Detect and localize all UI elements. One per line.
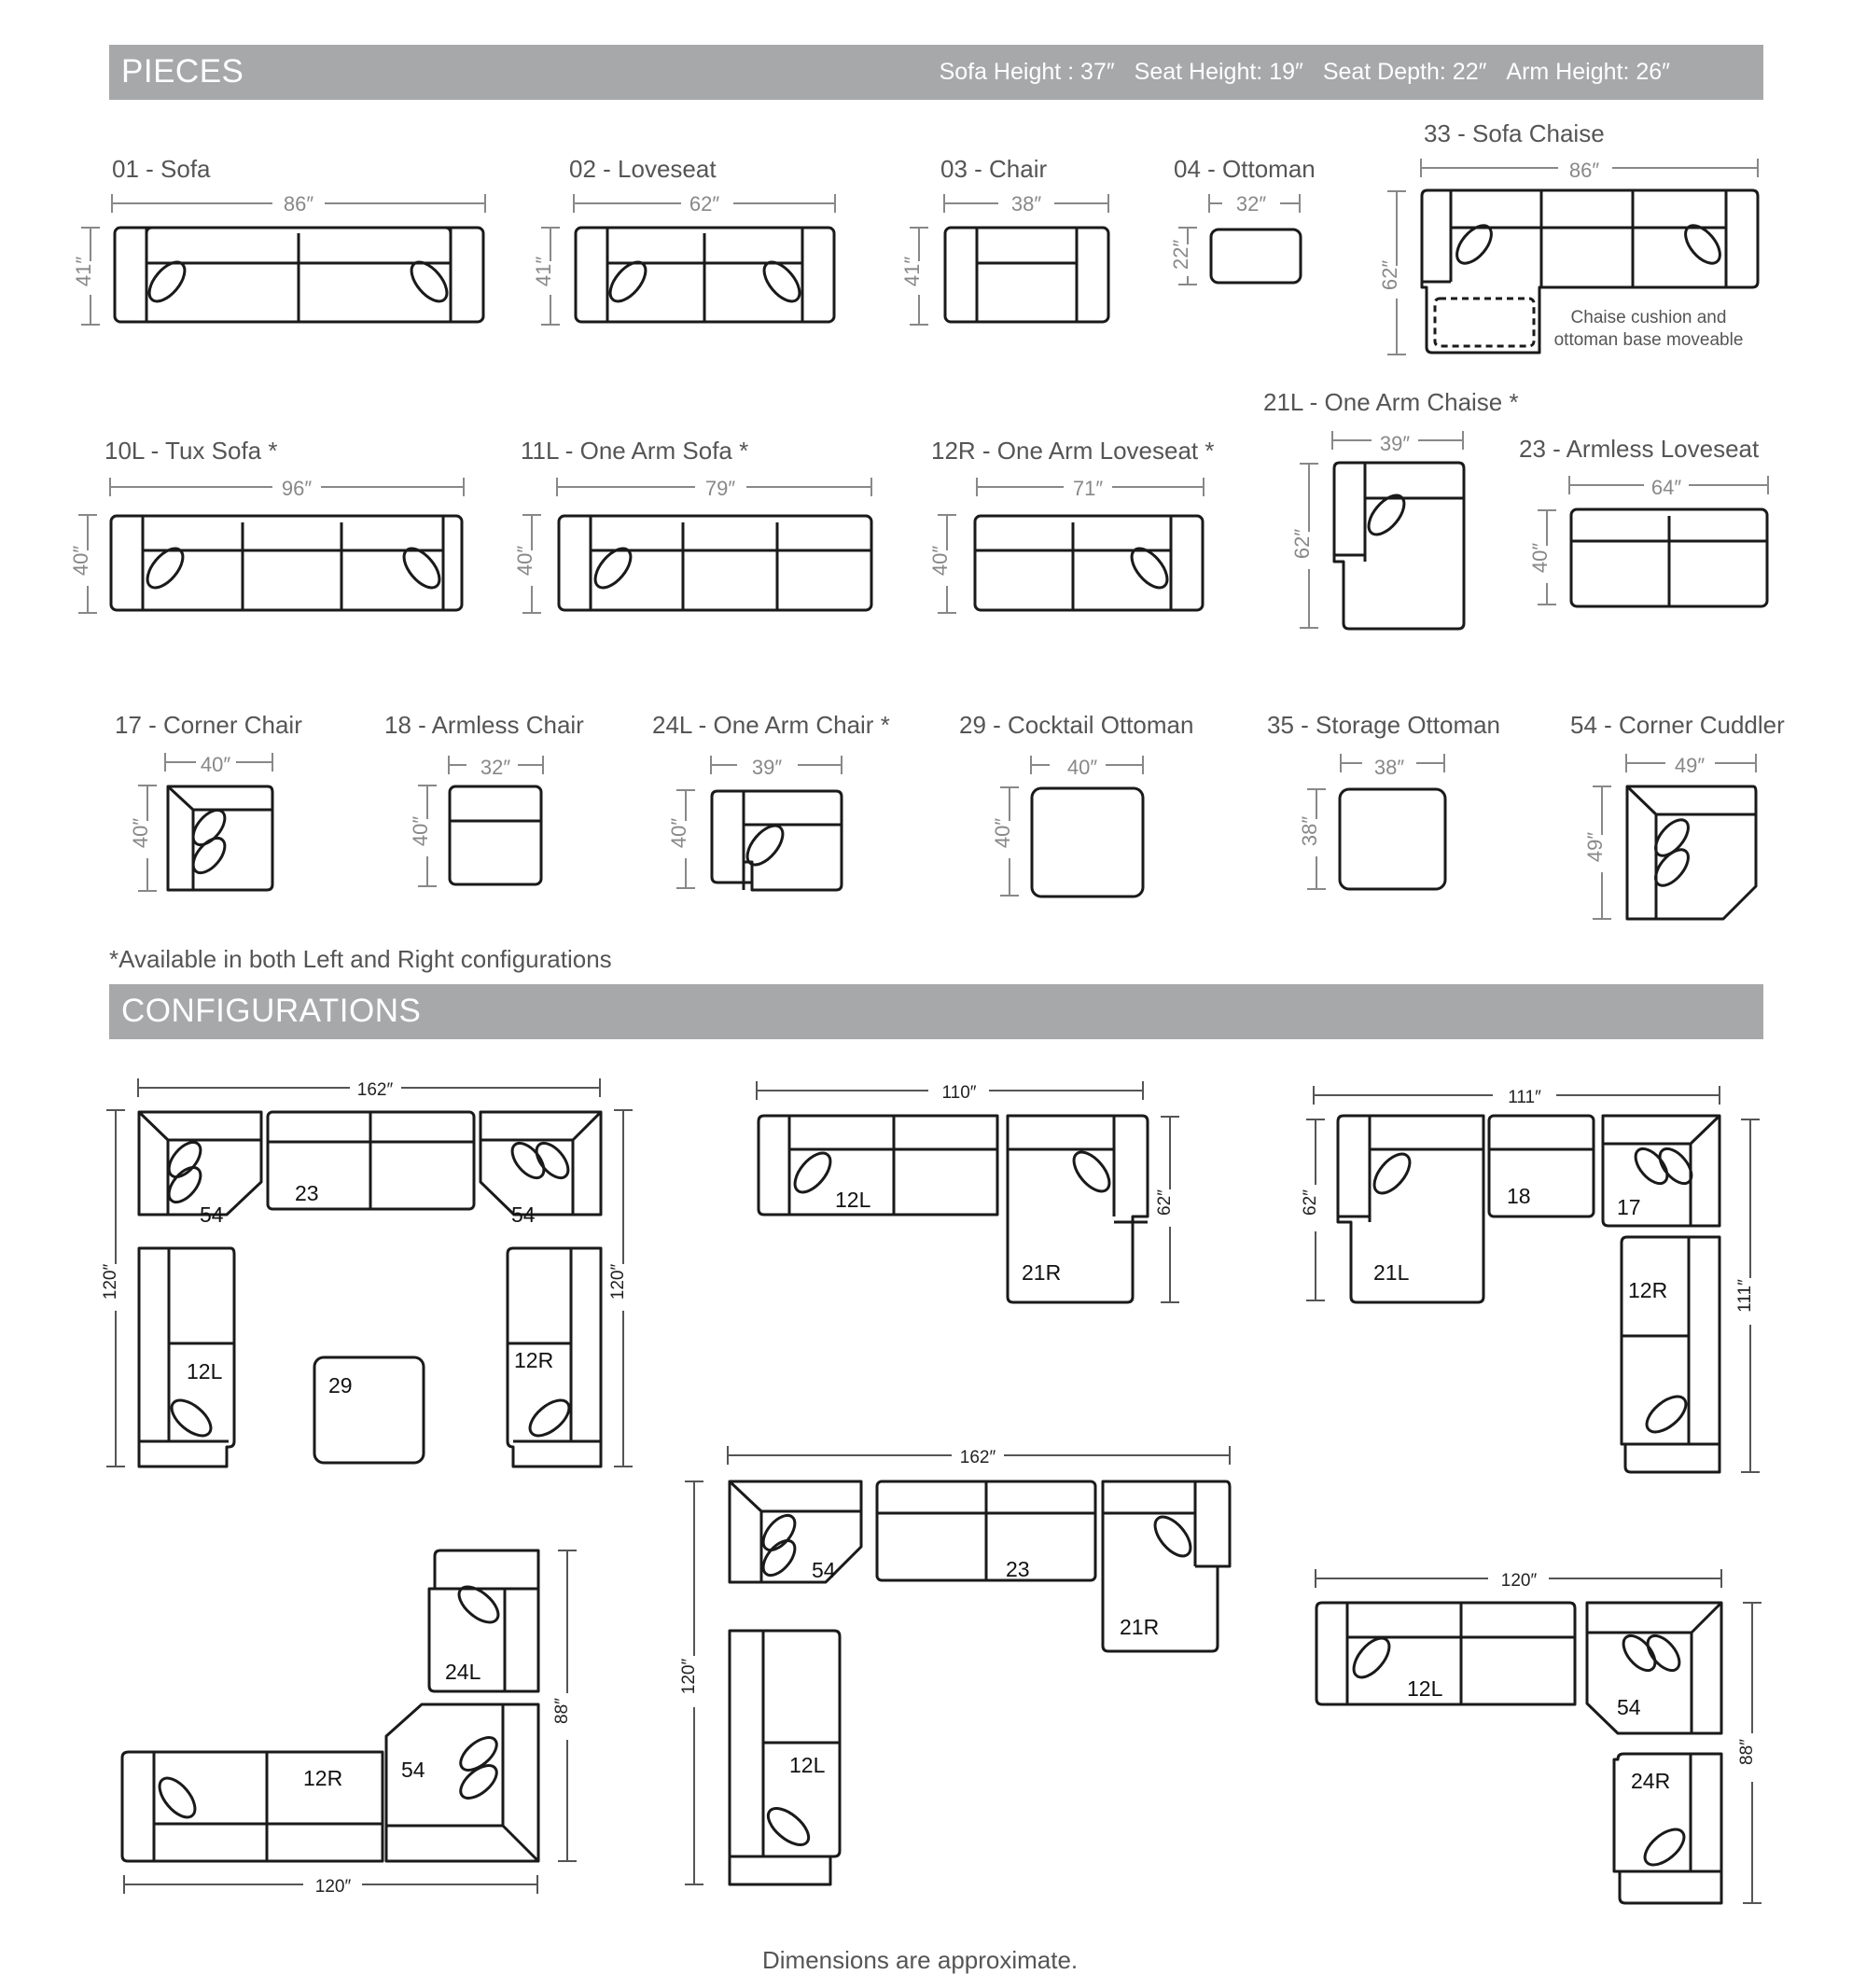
config-e-code-54: 54	[812, 1558, 836, 1582]
piece-armless-chair	[384, 711, 584, 886]
piece-corner-cuddler-label: 54 - Corner Cuddler	[1570, 711, 1785, 739]
piece-one-arm-chaise-label: 21L - One Arm Chaise *	[1263, 388, 1519, 416]
piece-tux-sofa-width: 96″	[281, 477, 313, 500]
config-u-code-29: 29	[328, 1373, 353, 1397]
config-big-l-chaise	[679, 1446, 1230, 1884]
config-b-code-21R: 21R	[1022, 1260, 1062, 1285]
config-u-shape	[101, 1078, 633, 1467]
config-small-l	[1316, 1569, 1762, 1903]
config-e-height: 120″	[679, 1658, 699, 1695]
piece-chair	[900, 155, 1108, 325]
config-u-code-12R: 12R	[514, 1348, 554, 1372]
piece-chair-width: 38″	[1010, 192, 1042, 215]
piece-sofa-chaise-depth: 62″	[1378, 259, 1401, 291]
piece-chair-depth: 41″	[900, 256, 924, 287]
config-u-code-12L: 12L	[187, 1359, 223, 1383]
piece-loveseat-depth: 41″	[532, 256, 555, 287]
piece-ottoman-label: 04 - Ottoman	[1174, 155, 1316, 183]
piece-armless-chair-width: 32″	[480, 756, 511, 779]
piece-one-arm-sofa-width: 79″	[704, 477, 736, 500]
config-u-code-54-left: 54	[200, 1203, 224, 1227]
piece-one-arm-loveseat-width: 71″	[1072, 477, 1104, 500]
spec-seat-height: Seat Height: 19″	[1134, 59, 1303, 85]
piece-one-arm-chair-width: 39″	[751, 756, 783, 779]
piece-one-arm-loveseat	[928, 437, 1214, 613]
piece-cocktail-ottoman-label: 29 - Cocktail Ottoman	[959, 711, 1194, 739]
config-c-code-18: 18	[1507, 1184, 1531, 1208]
config-f-code-54: 54	[1617, 1695, 1641, 1719]
piece-one-arm-chair	[652, 711, 890, 890]
config-c-height-right: 111″	[1735, 1279, 1755, 1313]
piece-storage-ottoman	[1267, 711, 1500, 889]
piece-ottoman	[1169, 155, 1316, 285]
config-u-height-left: 120″	[101, 1263, 120, 1300]
piece-sofa-label: 01 - Sofa	[112, 155, 211, 183]
config-chaise-sectional	[757, 1081, 1179, 1302]
config-c-width: 111″	[1508, 1088, 1541, 1107]
config-u-code-54-right: 54	[511, 1203, 536, 1227]
piece-cocktail-ottoman	[959, 711, 1193, 897]
config-c-height: 62″	[1301, 1189, 1320, 1216]
config-e-width: 162″	[959, 1448, 996, 1467]
piece-corner-cuddler-width: 49″	[1674, 754, 1706, 777]
piece-armless-chair-label: 18 - Armless Chair	[384, 711, 584, 739]
piece-armless-chair-depth: 40″	[409, 815, 432, 847]
piece-corner-chair	[115, 711, 302, 891]
piece-one-arm-chaise-width: 39″	[1379, 432, 1411, 455]
piece-sofa-chaise-label: 33 - Sofa Chaise	[1424, 119, 1605, 147]
piece-one-arm-chaise-depth: 62″	[1290, 528, 1314, 560]
config-f-width: 120″	[1500, 1571, 1538, 1591]
piece-loveseat	[532, 155, 835, 325]
config-d-width: 120″	[314, 1877, 352, 1897]
config-e-code-23: 23	[1006, 1557, 1030, 1581]
piece-one-arm-loveseat-depth: 40″	[928, 545, 952, 577]
spec-arm-height: Arm Height: 26″	[1506, 59, 1670, 85]
piece-one-arm-sofa	[513, 437, 871, 613]
config-e-code-12L: 12L	[789, 1753, 826, 1777]
config-c-code-21L: 21L	[1373, 1260, 1410, 1285]
config-e-code-21R: 21R	[1120, 1615, 1160, 1639]
piece-corner-chair-width: 40″	[200, 753, 231, 776]
config-d-code-12R: 12R	[303, 1766, 343, 1790]
piece-chair-label: 03 - Chair	[940, 155, 1048, 183]
piece-one-arm-sofa-label: 11L - One Arm Sofa *	[521, 437, 749, 465]
spec-seat-depth: Seat Depth: 22″	[1322, 59, 1487, 85]
piece-loveseat-label: 02 - Loveseat	[569, 155, 717, 183]
spec-sofa-height: Sofa Height : 37″	[939, 59, 1115, 85]
piece-one-arm-chaise	[1263, 388, 1519, 629]
piece-sofa-chaise	[1378, 119, 1758, 355]
piece-storage-ottoman-width: 38″	[1373, 756, 1405, 779]
piece-armless-loveseat-depth: 40″	[1528, 542, 1552, 574]
configurations-title: CONFIGURATIONS	[121, 993, 422, 1029]
piece-corner-chair-depth: 40″	[129, 817, 152, 849]
footer-note: Dimensions are approximate.	[762, 1946, 1079, 1974]
config-b-code-12L: 12L	[835, 1188, 871, 1212]
piece-armless-loveseat	[1519, 435, 1768, 606]
sofa-chaise-note-line2: ottoman base moveable	[1553, 330, 1744, 350]
config-u-height-right: 120″	[608, 1263, 628, 1300]
piece-tux-sofa	[69, 437, 464, 613]
piece-cocktail-ottoman-width: 40″	[1066, 756, 1098, 779]
piece-one-arm-chair-depth: 40″	[667, 817, 690, 849]
piece-storage-ottoman-label: 35 - Storage Ottoman	[1267, 711, 1501, 739]
piece-one-arm-loveseat-label: 12R - One Arm Loveseat *	[931, 437, 1215, 465]
config-b-width: 110″	[941, 1083, 977, 1103]
config-l-cuddler	[122, 1550, 577, 1897]
config-f-height: 88″	[1737, 1739, 1757, 1765]
piece-cocktail-ottoman-depth: 40″	[991, 817, 1014, 849]
piece-corner-chair-label: 17 - Corner Chair	[115, 711, 302, 739]
piece-tux-sofa-depth: 40″	[69, 545, 92, 577]
config-f-code-24R: 24R	[1631, 1769, 1671, 1793]
availability-note: *Available in both Left and Right configurations	[109, 945, 612, 973]
piece-ottoman-depth: 22″	[1169, 239, 1192, 271]
config-u-code-23: 23	[295, 1181, 319, 1205]
piece-corner-cuddler	[1570, 711, 1785, 919]
config-f-code-12L: 12L	[1407, 1676, 1443, 1701]
piece-one-arm-sofa-depth: 40″	[513, 545, 536, 577]
sofa-chaise-note-line1: Chaise cushion and	[1570, 308, 1727, 327]
piece-corner-cuddler-depth: 49″	[1583, 831, 1607, 863]
config-c-code-12R: 12R	[1628, 1278, 1668, 1302]
config-d-code-24L: 24L	[445, 1660, 481, 1684]
piece-armless-loveseat-width: 64″	[1650, 476, 1682, 499]
piece-sofa-width: 86″	[283, 192, 314, 215]
piece-sofa-chaise-width: 86″	[1568, 159, 1600, 182]
piece-tux-sofa-label: 10L - Tux Sofa *	[104, 437, 278, 465]
config-corner-chaise	[1301, 1086, 1760, 1472]
piece-sofa	[72, 155, 485, 325]
config-d-code-54: 54	[401, 1758, 425, 1782]
config-c-code-17: 17	[1617, 1195, 1641, 1219]
piece-ottoman-width: 32″	[1235, 192, 1267, 215]
pieces-title: PIECES	[121, 53, 244, 90]
config-d-height: 88″	[552, 1698, 572, 1724]
config-b-height: 62″	[1155, 1189, 1175, 1216]
piece-armless-loveseat-label: 23 - Armless Loveseat	[1519, 435, 1760, 463]
piece-loveseat-width: 62″	[689, 192, 720, 215]
piece-sofa-depth: 41″	[72, 256, 95, 287]
piece-storage-ottoman-depth: 38″	[1298, 815, 1321, 847]
config-u-width: 162″	[356, 1080, 394, 1100]
piece-one-arm-chair-label: 24L - One Arm Chair *	[652, 711, 890, 739]
